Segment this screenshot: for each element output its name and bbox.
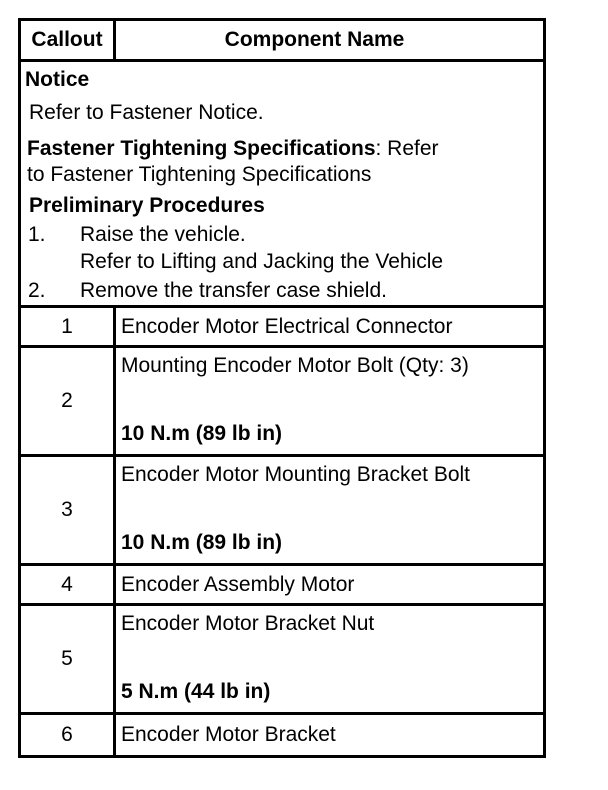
torque-spec: 10 N.m (89 lb in) <box>121 422 283 445</box>
component-cell <box>116 457 543 563</box>
step-1-text: Raise the vehicle. <box>80 223 246 246</box>
prelim-title: Preliminary Procedures <box>29 194 265 217</box>
component-name: Mounting Encoder Motor Bolt (Qty: 3) <box>121 354 469 377</box>
callout-number: 1 <box>21 308 116 345</box>
torque-spec: 10 N.m (89 lb in) <box>121 531 283 554</box>
component-name: Encoder Motor Electrical Connector <box>121 314 453 338</box>
table-row <box>21 308 543 348</box>
step-1-sub: Refer to Lifting and Jacking the Vehicle <box>80 250 444 273</box>
component-name: Encoder Motor Mounting Bracket Bolt <box>121 463 471 486</box>
callout-number: 2 <box>21 348 116 454</box>
fastener-spec-text-1: : Refer <box>375 137 439 160</box>
component-name: Encoder Assembly Motor <box>121 572 355 596</box>
step-2-text: Remove the transfer case shield. <box>80 279 387 302</box>
torque-spec: 5 N.m (44 lb in) <box>121 680 271 703</box>
callout-number: 5 <box>21 606 116 712</box>
table-row <box>21 348 543 457</box>
table-header <box>21 21 543 62</box>
component-name-header: Component Name <box>224 28 405 51</box>
callout-number: 6 <box>21 715 116 755</box>
component-cell <box>116 348 543 454</box>
fastener-spec-line <box>27 137 439 161</box>
notice-title: Notice <box>25 68 90 91</box>
component-name: Encoder Motor Bracket <box>121 723 336 746</box>
callout-number: 4 <box>21 566 116 603</box>
callout-header: Callout <box>21 21 116 59</box>
fastener-spec-text-2: to Fastener Tightening Specifications <box>27 163 372 186</box>
step-2-num: 2. <box>28 279 46 302</box>
table-row <box>21 606 543 715</box>
table-row <box>21 715 543 755</box>
table-row <box>21 457 543 566</box>
notice-text: Refer to Fastener Notice. <box>29 101 264 124</box>
callout-number: 3 <box>21 457 116 563</box>
notice-section <box>21 62 543 308</box>
component-name: Encoder Motor Bracket Nut <box>121 612 375 635</box>
table-row <box>21 566 543 606</box>
step-1-num: 1. <box>28 223 46 246</box>
component-cell <box>116 606 543 712</box>
component-table <box>18 18 546 758</box>
fastener-spec-label: Fastener Tightening Specifications <box>27 137 376 160</box>
